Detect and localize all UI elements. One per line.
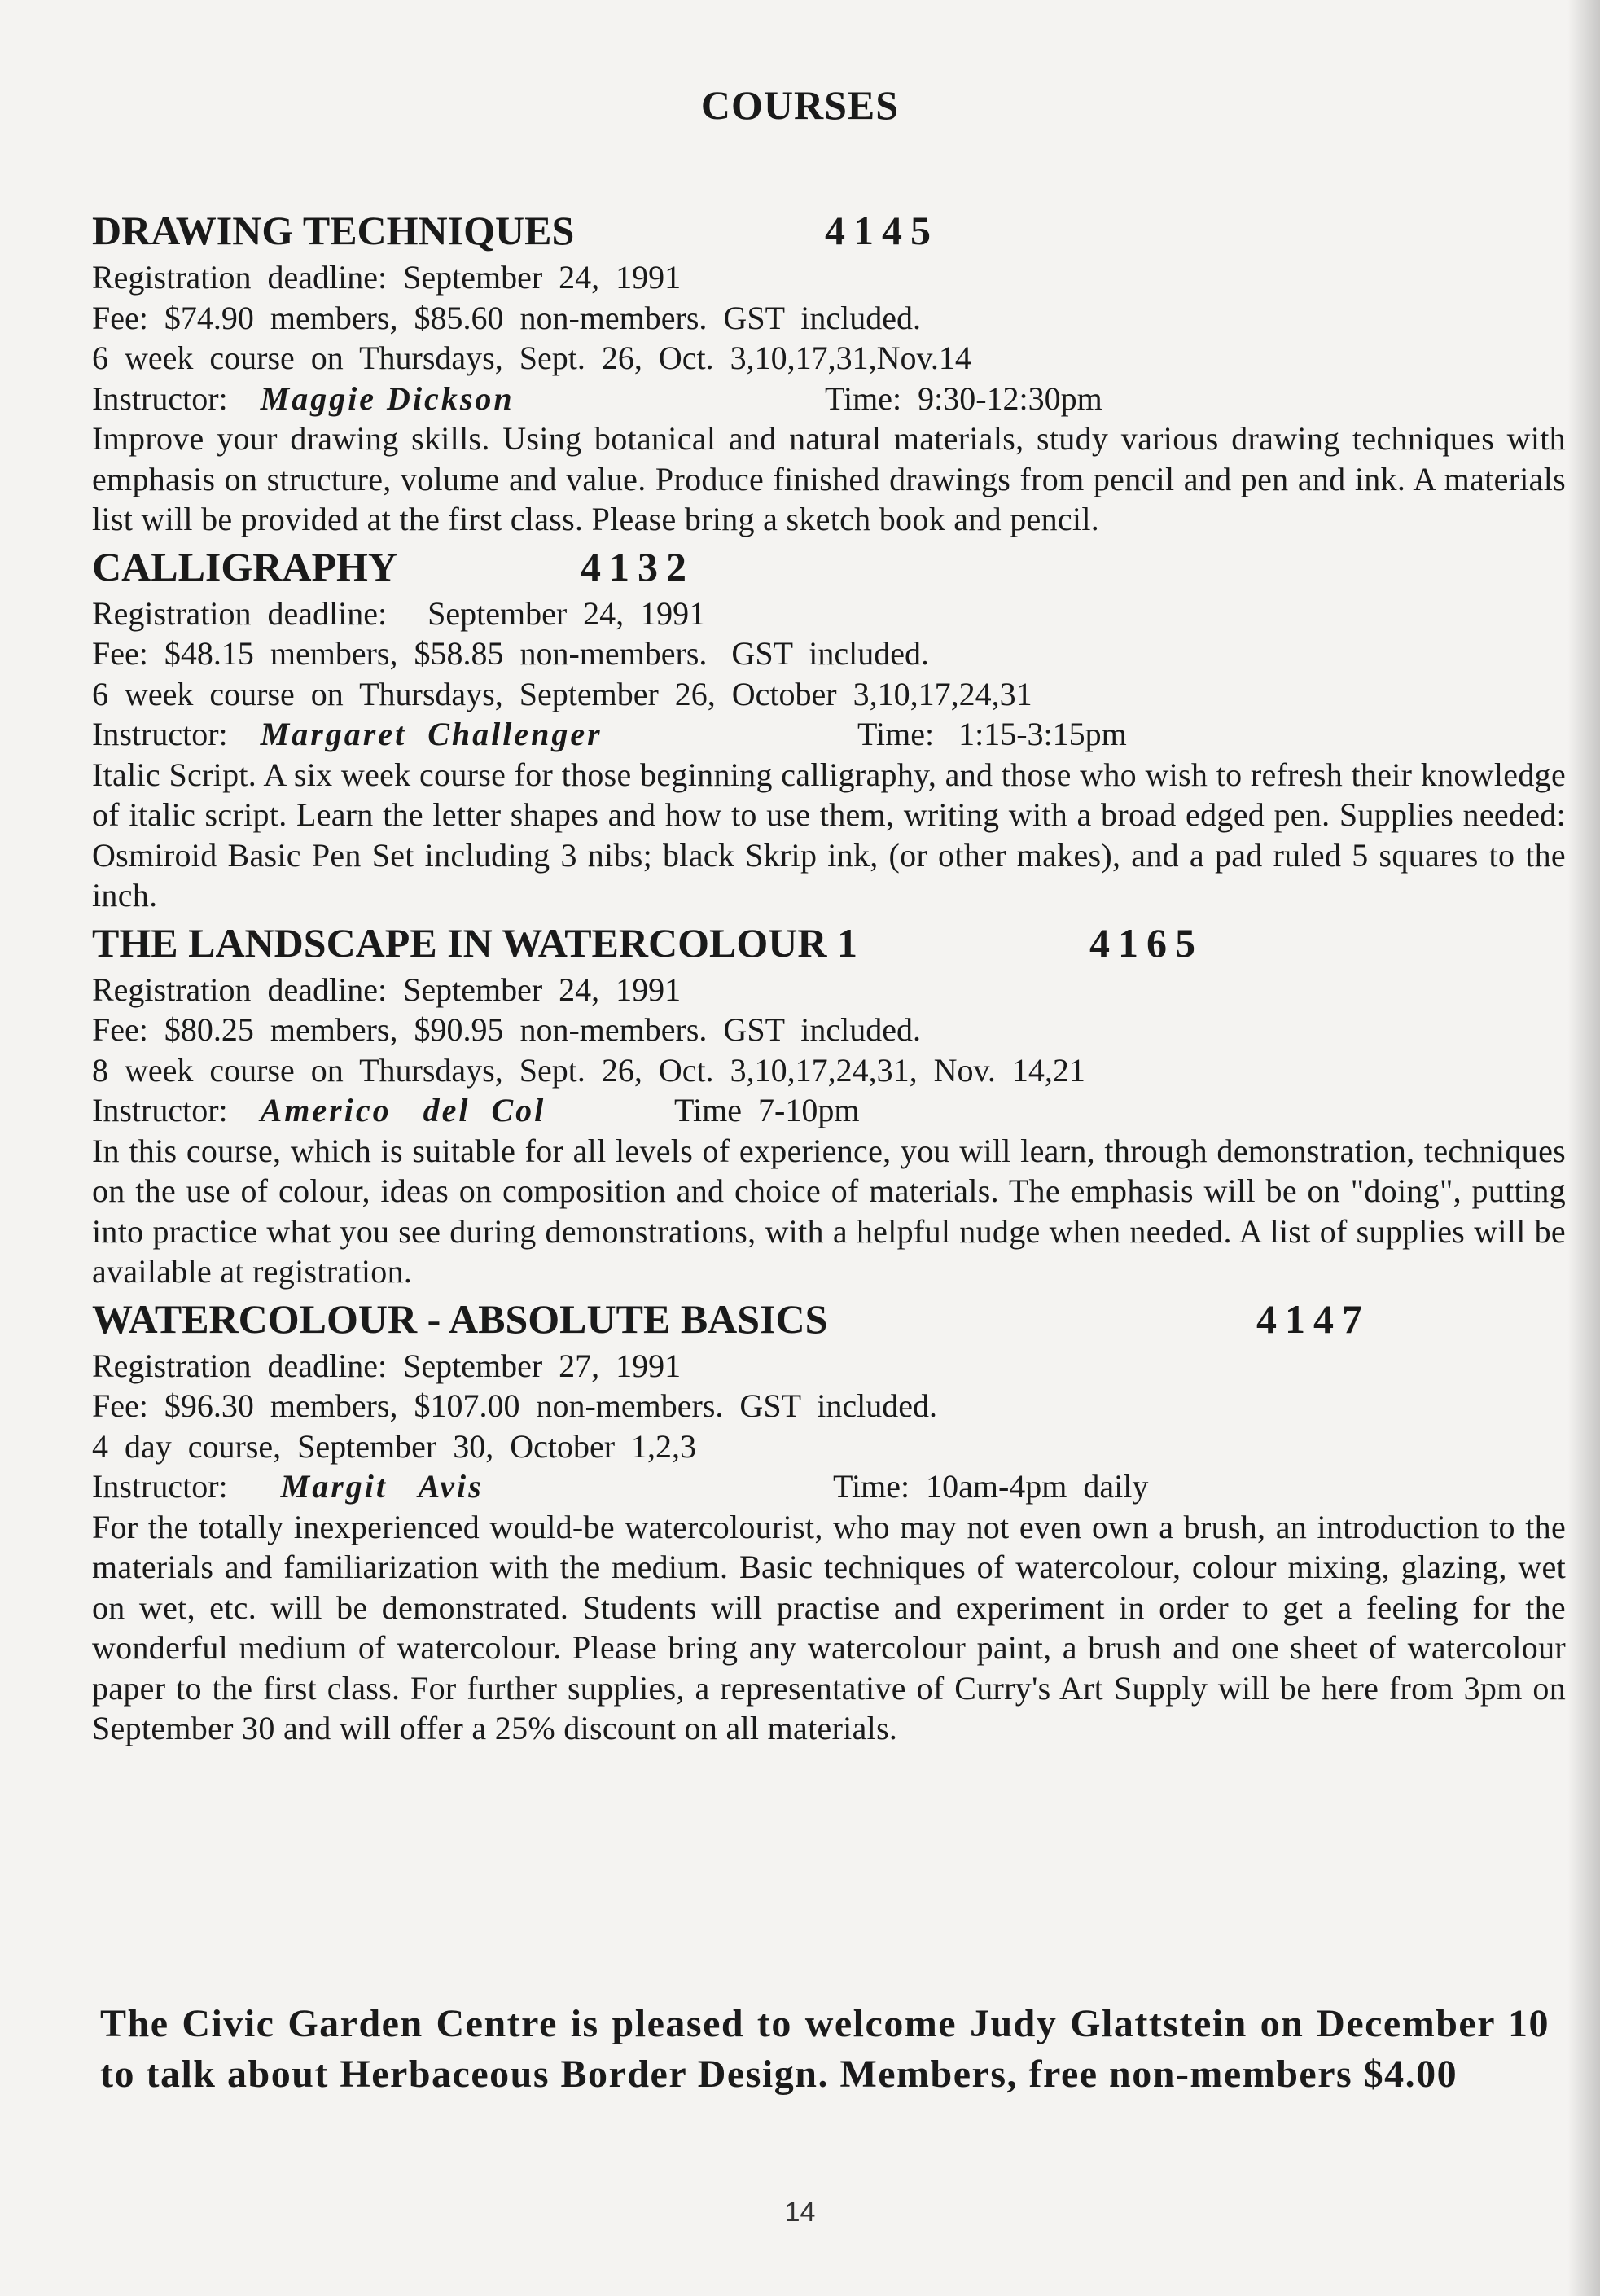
courses-list bbox=[92, 204, 1566, 1749]
instructor-name: Margit Avis bbox=[280, 1468, 484, 1505]
instructor-name: Margaret Challenger bbox=[260, 716, 603, 752]
course-description: Improve your drawing skills. Using botanical and natural materials, study various drawing techniques with emphasis on structure, volume and value. Produce finished drawings from pencil and pen and ink. A materials list will be provided at the first class. Please bring a sketch book and pencil. bbox=[92, 420, 1566, 537]
course-title: CALLIGRAPHY bbox=[92, 543, 398, 589]
instructor-line bbox=[92, 379, 1566, 419]
course-schedule: 8 week course on Thursdays, Sept. 26, Oct. 3,10,17,24,31, Nov. 14,21 bbox=[92, 1051, 1085, 1089]
instructor-name: Maggie Dickson bbox=[260, 379, 515, 417]
course-fee: Fee: $74.90 members, $85.60 non-members. GST included. bbox=[92, 299, 922, 336]
course-title: WATERCOLOUR - ABSOLUTE BASICS bbox=[92, 1295, 828, 1342]
course-title: DRAWING TECHNIQUES bbox=[92, 208, 575, 253]
course-schedule: 6 week course on Thursdays, Sept. 26, Oct. 3,10,17,31,Nov.14 bbox=[92, 340, 971, 376]
page-edge-shadow bbox=[1567, 0, 1600, 2296]
course-code: 4145 bbox=[825, 208, 939, 253]
course-description: Italic Script. A six week course for those beginning calligraphy, and those who wish to refresh their knowledge of italic script. Learn the letter shapes and how to use them, writing with a broad edged pen. Supplies needed: Osmiroid Basic Pen Set including 3 nibs; black Skrip ink, (or other makes), and a pad ruled 5 squares to the inch. bbox=[92, 756, 1566, 914]
course-calligraphy bbox=[92, 540, 1566, 916]
course-time: Time: 10am-4pm daily bbox=[833, 1468, 1149, 1505]
course-time: Time 7-10pm bbox=[674, 1092, 860, 1128]
course-description: For the totally inexperienced would-be watercolourist, who may not even own a brush, an introduction to the materials and familiarization with the medium. Basic techniques of watercolour, colour mixing, glazing, wet on wet, etc. will be demonstrated. Students will practise and experiment in order to get a feeling for the wonderful medium of watercolour. Please bring any watercolour paint, a brush and one sheet of watercolour paper to the first class. For further supplies, a representative of Curry's Art Supply will be here from 3pm on September 30 and will offer a 25% discount on all materials. bbox=[92, 1508, 1566, 1746]
course-time: Time: 1:15-3:15pm bbox=[857, 716, 1127, 752]
course-drawing-techniques bbox=[92, 204, 1566, 540]
instructor-name: Americo del Col bbox=[260, 1092, 546, 1128]
instructor-label: Instructor: bbox=[92, 716, 228, 752]
registration-deadline: Registration deadline: September 24, 1991 bbox=[92, 594, 706, 632]
instructor-line bbox=[92, 1466, 1566, 1507]
garden-centre-announcement: The Civic Garden Centre is pleased to welcome Judy Glattstein on December 10 to talk about Herbaceous Border Design. Members, free non-members $4.00 bbox=[100, 2002, 1550, 2096]
course-code: 4165 bbox=[1089, 919, 1203, 966]
course-schedule: 4 day course, September 30, October 1,2,3 bbox=[92, 1427, 697, 1465]
instructor-line bbox=[92, 714, 1566, 755]
page-number: 14 bbox=[784, 2197, 816, 2228]
course-code: 4147 bbox=[1256, 1295, 1370, 1342]
course-fee: Fee: $96.30 members, $107.00 non-members. GST included. bbox=[92, 1387, 938, 1424]
course-schedule: 6 week course on Thursdays, September 26, October 3,10,17,24,31 bbox=[92, 675, 1032, 712]
page-title: COURSES bbox=[700, 82, 900, 128]
course-title: THE LANDSCAPE IN WATERCOLOUR 1 bbox=[92, 919, 857, 966]
course-code: 4132 bbox=[581, 543, 695, 589]
course-watercolour-basics bbox=[92, 1292, 1566, 1749]
instructor-label: Instructor: bbox=[92, 1092, 228, 1128]
course-description: In this course, which is suitable for all levels of experience, you will learn, through demonstration, techniques on the use of colour, ideas on composition and choice of materials. The emphasis will be on "doing", putting into practice what you see during demonstrations, with a helpful nudge when needed. A list of supplies will be available at registration. bbox=[92, 1132, 1566, 1290]
course-fee: Fee: $80.25 members, $90.95 non-members. GST included. bbox=[92, 1011, 922, 1048]
course-landscape-watercolour bbox=[92, 916, 1566, 1292]
instructor-line bbox=[92, 1090, 1566, 1131]
course-fee: Fee: $48.15 members, $58.85 non-members. GST included. bbox=[92, 635, 930, 672]
registration-deadline: Registration deadline: September 24, 1991 bbox=[92, 971, 682, 1008]
instructor-label: Instructor: bbox=[92, 1468, 228, 1505]
registration-deadline: Registration deadline: September 27, 1991 bbox=[92, 1347, 682, 1384]
course-time: Time: 9:30-12:30pm bbox=[825, 379, 1102, 417]
registration-deadline: Registration deadline: September 24, 1991 bbox=[92, 259, 682, 296]
instructor-label: Instructor: bbox=[92, 379, 228, 417]
